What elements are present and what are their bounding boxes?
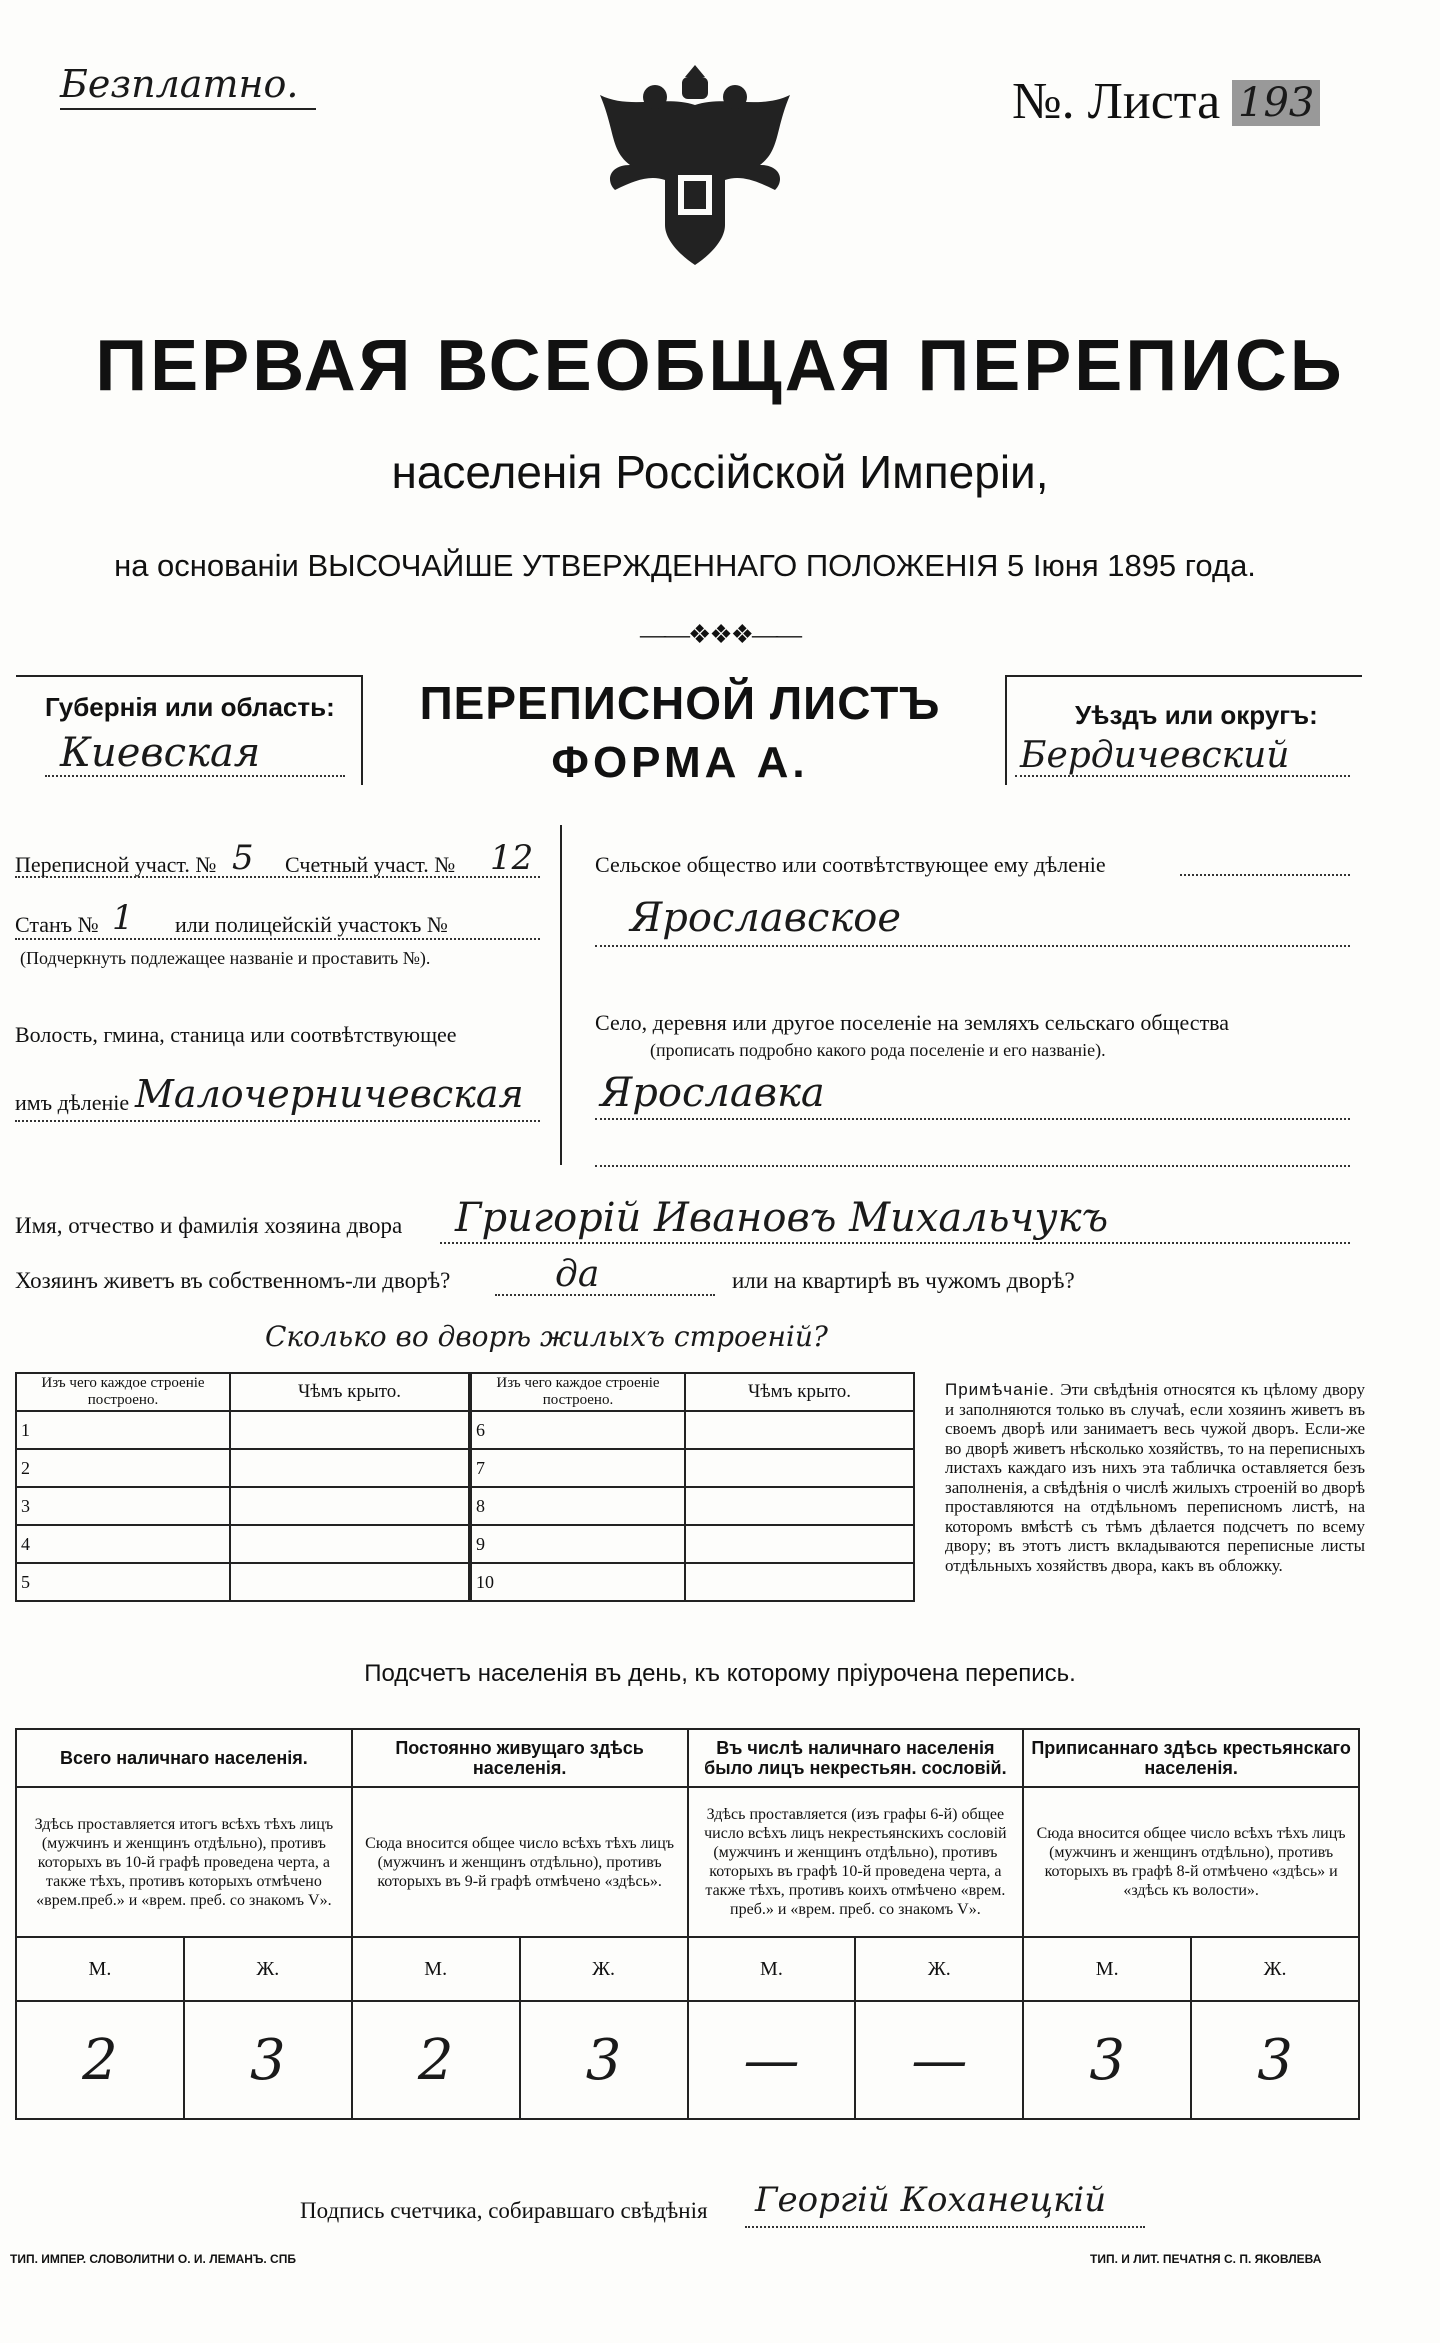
count-col-1-m: 2: [16, 2001, 184, 2119]
sheet-no-label: №. Листа: [1012, 73, 1221, 130]
count-col-1-f: 3: [184, 2001, 352, 2119]
stan-value: 1: [112, 898, 134, 938]
table-row: 1: [16, 1411, 230, 1449]
rented-label: или на квартирѣ въ чужомъ дворѣ?: [732, 1268, 1075, 1293]
society-value: Ярославское: [630, 895, 902, 941]
f-header: Ж.: [855, 1937, 1023, 2001]
buildings-question: Сколько во дворѣ жилыхъ строеній?: [265, 1320, 828, 1353]
fields-divider: [560, 825, 562, 1165]
m-header: М.: [16, 1937, 184, 2001]
count-col-3-f: —: [855, 2001, 1023, 2119]
society-dotline-2: [595, 945, 1350, 947]
stan-label: Станъ №: [15, 912, 99, 937]
district-dotline: [15, 876, 540, 878]
basis-line: на основаніи ВЫСОЧАЙШЕ УТВЕРЖДЕННАГО ПОЛОЖЕНІЯ 5 Іюня 1895 года.: [114, 548, 1256, 583]
volost-value: Малочерничевская: [135, 1072, 524, 1116]
stan-dotline: [15, 938, 540, 940]
police-label: или полицейскій участокъ №: [175, 912, 448, 937]
table-row: 8: [471, 1487, 685, 1525]
uezd-label: Уѣздъ или округъ:: [1075, 700, 1318, 730]
census-district-value: 5: [232, 838, 254, 878]
uezd-dotline: [1015, 775, 1350, 777]
buildings-table-right: [470, 1372, 915, 1602]
table-row: 5: [16, 1563, 230, 1601]
count-col-4-m: 3: [1023, 2001, 1191, 2119]
owner-name-label: Имя, отчество и фамилія хозяина двора: [15, 1213, 403, 1238]
m-header: М.: [352, 1937, 520, 2001]
own-yard-label: Хозяинъ живетъ въ собственномъ-ли дворѣ?: [15, 1268, 451, 1293]
footer-right-print: ТИП. И ЛИТ. ПЕЧАТНЯ С. П. ЯКОВЛЕВА: [1090, 2252, 1322, 2266]
volost-dotline: [15, 1120, 540, 1122]
count-col-1-header: Всего наличнаго населенія.: [16, 1729, 352, 1787]
table-row: 10: [471, 1563, 685, 1601]
count-col-2-header: Постоянно живущаго здѣсь населенія.: [352, 1729, 688, 1787]
count-col-3-desc: Здѣсь проставляется (изъ графы 6-й) общее число всѣхъ лицъ некрестьянскихъ сословій (мужчинъ и женщинъ отдѣльно), противъ которыхъ въ графѣ 10-й проведена черта, а также тѣхъ, противъ коихъ отмѣчено «врем. преб.» и «врем. преб. со знакомъ V».: [688, 1787, 1024, 1937]
count-col-2-m: 2: [352, 2001, 520, 2119]
count-col-3-header: Въ числѣ наличнаго населенія было лицъ некрестьян. сословій.: [688, 1729, 1024, 1787]
gubernia-value: Киевская: [60, 730, 261, 776]
main-title: ПЕРВАЯ ВСЕОБЩАЯ ПЕРЕПИСЬ: [95, 326, 1345, 406]
signature-label: Подпись счетчика, собиравшаго свѣдѣнія: [300, 2198, 708, 2223]
own-yard-dotline: [495, 1294, 715, 1296]
society-label: Сельское общество или соотвѣтствующее ему дѣленіе: [595, 852, 1106, 877]
m-header: М.: [688, 1937, 856, 2001]
col-roof-header: Чѣмъ крыто.: [230, 1373, 469, 1411]
count-title: Подсчетъ населенія въ день, къ которому пріурочена перепись.: [364, 1660, 1076, 1687]
village-dotline-1: [595, 1118, 1350, 1120]
underline-note: (Подчеркнуть подлежащее названіе и проставить №).: [20, 948, 431, 968]
table-row: 7: [471, 1449, 685, 1487]
volost-label: Волость, гмина, станица или соотвѣтствующее: [15, 1022, 457, 1047]
count-col-4-header: Приписаннаго здѣсь крестьянскаго населенія.: [1023, 1729, 1359, 1787]
owner-name-dotline: [440, 1242, 1350, 1244]
count-col-3-m: —: [688, 2001, 856, 2119]
subtitle: населенія Россійской Имперіи,: [391, 446, 1049, 498]
col-material-header: Изъ чего каждое строеніе построено.: [471, 1373, 685, 1411]
count-col-4-desc: Сюда вносится общее число всѣхъ тѣхъ лицъ (мужчинъ и женщинъ отдѣльно), противъ которыхъ въ графѣ 8-й отмѣчено «здѣсь» и «здѣсь къ волости».: [1023, 1787, 1359, 1937]
village-value: Ярославка: [600, 1070, 825, 1116]
village-label: Село, деревня или другое поселеніе на земляхъ сельскаго общества: [595, 1010, 1230, 1035]
count-district-label: Счетный участ. №: [285, 852, 456, 877]
signature-dotline: [745, 2226, 1145, 2228]
coat-of-arms-icon: [570, 55, 820, 280]
f-header: Ж.: [1191, 1937, 1359, 2001]
count-district-value: 12: [490, 838, 534, 878]
ornament-divider: ——❖❖❖——: [640, 620, 800, 649]
signature-value: Георгій Коханецкій: [755, 2180, 1107, 2220]
col-material-header: Изъ чего каждое строеніе построено.: [16, 1373, 230, 1411]
society-dotline-1: [1180, 874, 1350, 876]
uezd-value: Бердичевский: [1020, 735, 1290, 776]
table-row: 3: [16, 1487, 230, 1525]
buildings-table-left: [15, 1372, 470, 1602]
col-roof-header: Чѣмъ крыто.: [685, 1373, 914, 1411]
volost-label-2: имъ дѣленіе: [15, 1090, 130, 1115]
sheet-title: ПЕРЕПИСНОЙ ЛИСТЪ: [419, 677, 941, 729]
f-header: Ж.: [184, 1937, 352, 2001]
count-col-1-desc: Здѣсь проставляется итогъ всѣхъ тѣхъ лицъ (мужчинъ и женщинъ отдѣльно), противъ которыхъ въ 10-й графѣ проведена черта, а также тѣхъ, противъ которыхъ отмѣчено «врем.преб.» и «врем. преб. со знакомъ V».: [16, 1787, 352, 1937]
census-district-label: Переписной участ. №: [15, 852, 217, 877]
gubernia-dotline: [45, 775, 345, 777]
table-row: 9: [471, 1525, 685, 1563]
m-header: М.: [1023, 1937, 1191, 2001]
footer-left-print: ТИП. ИМПЕР. СЛОВОЛИТНИ О. И. ЛЕМАНЪ. СПБ: [10, 2252, 296, 2266]
free-label: Безплатно.: [60, 62, 299, 106]
count-col-2-desc: Сюда вносится общее число всѣхъ тѣхъ лицъ (мужчинъ и женщинъ отдѣльно), противъ которыхъ въ 9-й графѣ отмѣчено «здѣсь».: [352, 1787, 688, 1937]
note-title: Примѣчаніе.: [945, 1380, 1055, 1399]
f-header: Ж.: [520, 1937, 688, 2001]
gubernia-label: Губернія или область:: [45, 692, 335, 722]
table-row: 4: [16, 1525, 230, 1563]
form-title: ФОРМА А.: [551, 738, 809, 787]
village-dotline-2: [595, 1165, 1350, 1167]
count-table: [15, 1728, 1360, 2120]
note-block: [945, 1380, 1365, 1575]
village-note: (прописать подробно какого рода поселеніе и его названіе).: [650, 1040, 1106, 1060]
owner-name-value: Григорій Ивановъ Михальчукъ: [455, 1195, 1109, 1241]
table-row: 2: [16, 1449, 230, 1487]
count-col-2-f: 3: [520, 2001, 688, 2119]
sheet-no-value: 193: [1232, 80, 1320, 126]
table-row: 6: [471, 1411, 685, 1449]
note-text: Эти свѣдѣнія относятся къ цѣлому двору и заполняются только въ случаѣ, если хозяинъ живетъ въ своемъ дворѣ или занимаетъ весь чужой дворъ. Если-же во дворѣ живетъ нѣсколько хозяйствъ, то на переписныхъ листахъ каждаго изъ нихъ эта табличка оставляется безъ заполненія, а свѣдѣнія о числѣ жилыхъ строеній во дворѣ проставляются на отдѣльномъ переписномъ листѣ, на которомъ вмѣстѣ съ тѣмъ дѣлается подсчетъ по всему двору; въ этотъ листъ вкладываются переписные листы отдѣльныхъ хозяйствъ двора, какъ въ обложку.: [945, 1380, 1366, 1575]
count-col-4-f: 3: [1191, 2001, 1359, 2119]
own-yard-value: да: [555, 1254, 600, 1295]
free-underline: [60, 108, 316, 110]
